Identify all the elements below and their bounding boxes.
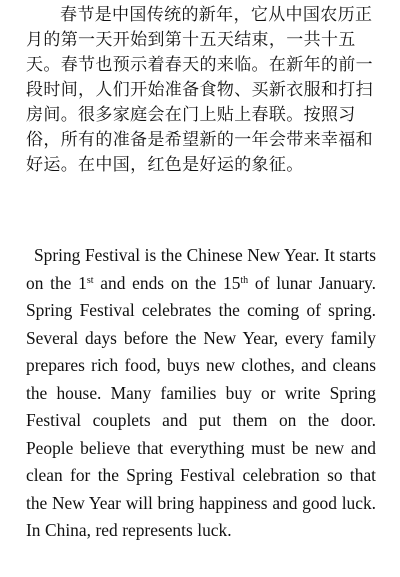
ordinal-suffix-st: st	[86, 274, 94, 286]
ordinal-suffix-th: th	[240, 274, 249, 286]
chinese-paragraph: 春节是中国传统的新年，它从中国农历正月的第一天开始到第十五天结束，一共十五天。春节也预示着春天的来临。在新年的前一段时间，人们开始准备食物、买新衣服和打扫房间。很多家庭会在门上贴上春联。按照习俗，所有的准备是希望新的一年会带来幸福和好运。在中国，红色是好运的象征。	[26, 5, 373, 175]
english-text-part-2: and ends on the 15	[93, 272, 241, 293]
english-text-part-1: Spring Festival is the Chinese New Year. It starts on the 1	[26, 245, 376, 293]
english-paragraph	[26, 242, 376, 545]
english-text-part-3: of lunar January. Spring Festival celebrates the coming of spring. Several days before the New Year, every family prepares rich food, buys new clothes, and cleans the house. Many families buy or write Spring Festival couplets and put them on the door. People believe that everything must be new and clean for the Spring Festival celebration so that the New Year will bring happiness and good luck. In China, red represents luck.	[26, 272, 376, 540]
